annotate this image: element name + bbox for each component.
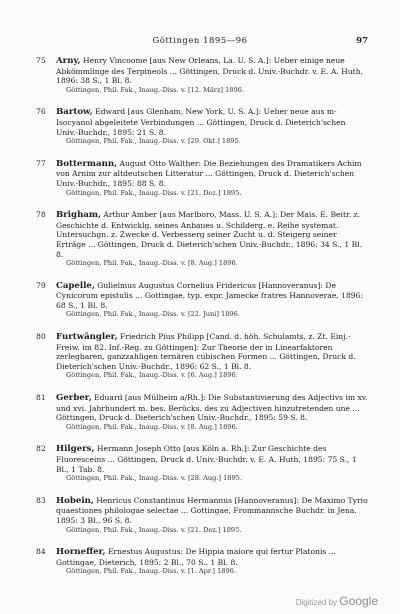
entry-number: 84: [36, 547, 46, 557]
entry-note: Göttingen, Phil. Fak., Inaug.-Diss. v. [12. März] 1896.: [66, 85, 244, 94]
entry-number: 83: [36, 495, 46, 505]
entry-number: 75: [36, 56, 46, 65]
author-name: Brigham,: [56, 210, 101, 221]
entry-note: Göttingen, Phil. Fak., Inaug.-Diss. v. [29. Okt.] 1895.: [66, 137, 241, 146]
author-name: Gerber,: [56, 393, 92, 404]
list-item: [36, 444, 368, 482]
entry-note: Göttingen, Phil. Fak., Inaug.-Diss. v. [6. Aug.] 1896.: [66, 371, 238, 380]
entry-text: Arthur Amber [aus Marlboro, Mass. U. S. A.]: Der Mais. E. Beitr. z. Geschichte d. Entwicklg. seines Anbaues u. Schilderg. e. Reihe systemat. Untersuchgn. z. Zwecke d. Verbesserg seiner Zucht u. d. Steigerg seiner Erträge ... Göttingen, Druck d. Dieterich'schen Univ.-Buchdr., 1896: 34 S., 1 Bl. 8.: [56, 210, 363, 259]
entry-note: Göttingen, Phil. Fak., Inaug.-Diss. v. [21. Dez.] 1895.: [66, 525, 242, 534]
entry-note: Göttingen, Phil. Fak., Inaug.-Diss. v. [8. Aug.] 1896.: [66, 422, 238, 431]
entry-text: Friedrich Pius Philipp [Cand. d. höh. Schulamts, z. Zt. Einj.-Freiw. im 82. Inf.-Reg. zu Göttingen]: Zur Theorie der in Linearfaktoren zerlegbaren, ganzzahligen ternären cubischen Formen ... Göttingen, Druck d. Dieterich'schen Univ.-Buchdr., 1896: 62 S., 1 Bl. 8.: [56, 332, 356, 371]
running-title: Göttingen 1895—96: [152, 36, 248, 46]
list-item: [36, 393, 368, 431]
author-name: Hobein,: [56, 495, 94, 506]
list-item: [36, 159, 368, 197]
author-name: Horneffer,: [56, 547, 106, 558]
entry-number: 82: [36, 444, 46, 454]
author-name: Arny,: [56, 56, 81, 66]
list-item: [36, 210, 368, 268]
watermark-prefix: Digitized by: [295, 598, 338, 607]
entry-text: Gulielmus Augustus Cornelius Fridericus [Hannoveranus]: De Cynicorum epistulis ... Gottingae, typ. expr. Jamecke fratres Hannoverae, 1896: 68 S., 1 Bl. 8.: [56, 280, 364, 310]
entry-number: 76: [36, 107, 46, 117]
author-name: Bartow,: [56, 107, 93, 118]
digitization-watermark: [296, 594, 378, 608]
page-number: 97: [356, 36, 368, 46]
entry-text: Hermann Joseph Otto [aus Köln a. Rh.]: Zur Geschichte des Fluoresceins ... Göttingen, Druck d. Univ.-Buchdr. v. E. A. Huth, 1895: 75 S., 1 Bl., 1 Tab. 8.: [56, 444, 357, 474]
author-name: Bottermann,: [56, 158, 118, 169]
entry-text: August Otto Walther: Die Beziehungen des Dramatikers Achim von Arnim zur altdeutschen Litteratur ... Göttingen, Druck d. Dieterich'schen Univ.-Buchdr., 1895: 88 S. 8.: [56, 158, 362, 188]
entry-number: 80: [36, 332, 46, 342]
page-header: [32, 36, 368, 50]
entry-number: 78: [36, 210, 46, 220]
entry-list: [36, 56, 368, 589]
list-item: [36, 56, 368, 94]
author-name: Capelle,: [56, 280, 95, 291]
entry-note: Göttingen, Phil. Fak., Inaug.-Diss. v. [22. Juni] 1896.: [66, 310, 240, 319]
entry-text: Ernestus Augustus: De Hippia maiore qui fertur Platonis ... Gottingae, Dieterich, 1895: 2 Bl., 70 S., 1 Bl. 8.: [56, 547, 336, 567]
list-item: [36, 281, 368, 319]
entry-text: Edward [aus Glenham, New York, U. S. A.]: Ueber neue aus m-Isocyanol abgeleitete Verbindungen ... Göttingen, Druck d. Dieterich'schen Univ.-Buchdr., 1895: 21 S. 8.: [56, 107, 346, 137]
author-name: Furtwängler,: [56, 332, 118, 343]
entry-number: 81: [36, 393, 46, 403]
entry-text: Henricus Constantinus Hermannus [Hannoveranus]: De Maximo Tyrio quaestiones philologae selectae ... Gottingae, Frommannsche Buchdr. in Jena, 1895: 3 Bl., 96 S. 8.: [56, 495, 368, 525]
list-item: [36, 332, 368, 380]
entry-number: 79: [36, 280, 46, 290]
entry-number: 77: [36, 158, 46, 168]
entry-note: Göttingen, Phil. Fak., Inaug.-Diss. v. [28. Aug.] 1895.: [66, 474, 242, 483]
entry-text: Henry Vincoome [aus New Orleans, La. U. S. A.]: Ueber einige neue Abkömmlinge des Terpineols ... Göttingen, Druck d. Univ.-Buchdr. v. E. A. Huth, 1896: 38 S., 1 Bl. 8.: [56, 56, 363, 86]
entry-note: Göttingen, Phil. Fak., Inaug.-Diss. v. [1. Apr.] 1896.: [66, 567, 236, 576]
watermark-brand: Google: [339, 594, 378, 608]
entry-note: Göttingen, Phil. Fak., Inaug.-Diss. v. [8. Aug.] 1896.: [66, 259, 238, 268]
list-item: [36, 496, 368, 534]
list-item: [36, 107, 368, 145]
list-item: [36, 547, 368, 576]
author-name: Hilgers,: [56, 444, 95, 455]
entry-text: Eduard [aus Mülheim a/Rh.]: Die Substantivierung des Adjectivs im xv. und xvi. Jahrhundert m. bes. Berücks. des zu Adjectiven hinzutretenden une ... Göttingen, Druck d. Dieterich'schen Univ.-Buchdr., 1895: 59 S. 8.: [56, 393, 368, 423]
entry-note: Göttingen, Phil. Fak., Inaug.-Diss. v. [21. Dez.] 1895.: [66, 188, 242, 197]
